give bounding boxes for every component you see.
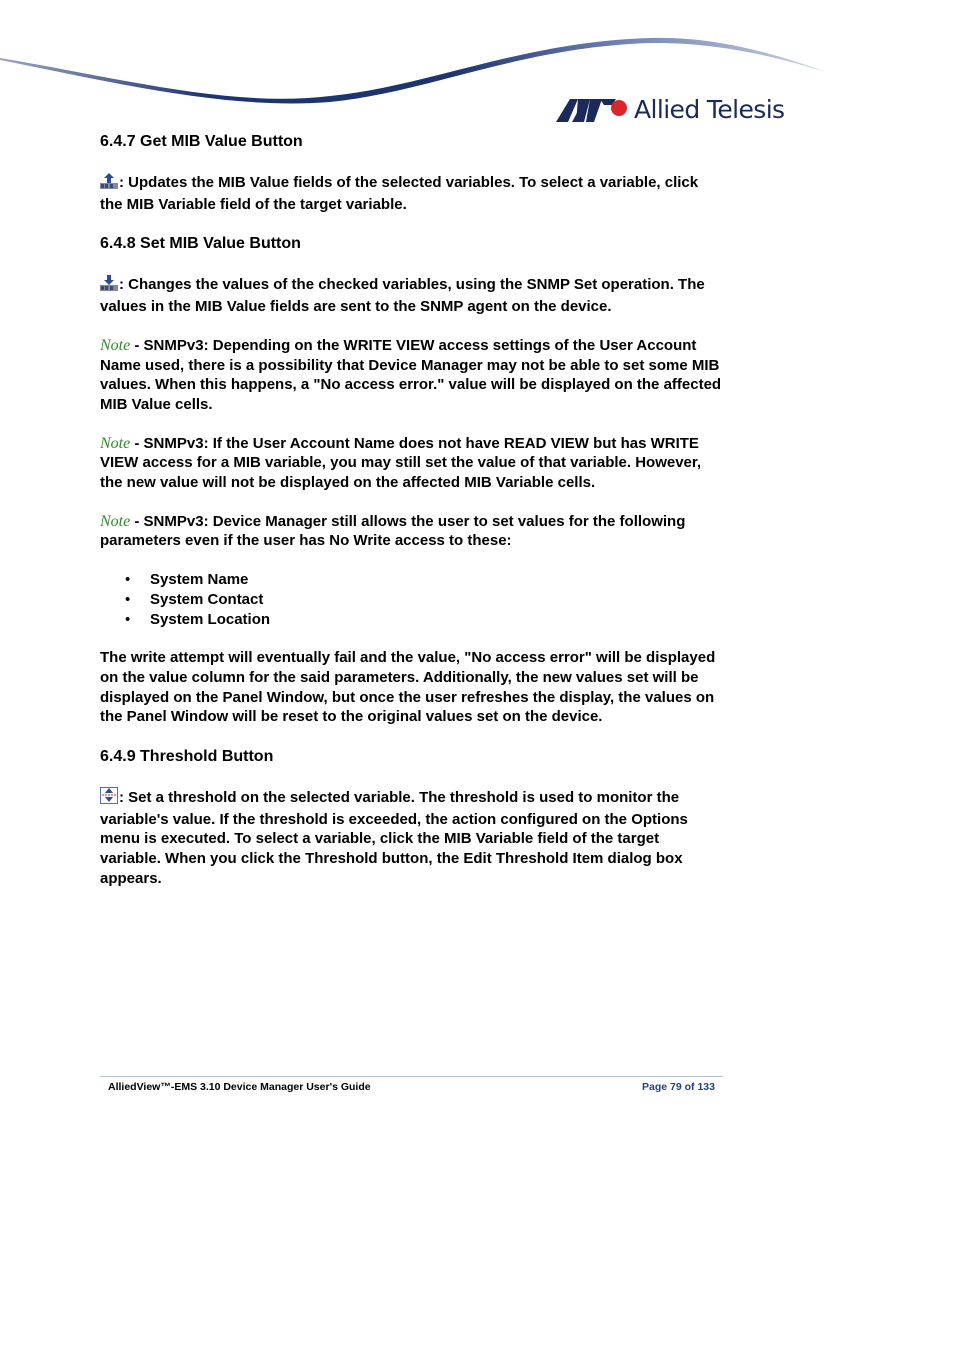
- note-label: Note: [100, 512, 131, 530]
- heading-set-mib: 6.4.8 Set MIB Value Button: [100, 235, 301, 253]
- parameter-list: [100, 570, 722, 629]
- threshold-icon: [100, 787, 118, 810]
- list-item: • System Name: [150, 570, 722, 590]
- logo-mark-icon: [556, 95, 628, 123]
- note-text: - SNMPv3: If the User Account Name does not have READ VIEW but has WRITE VIEW access for a MIB variable, you may still set the value of that variable. However, the new value will not be displayed on the affected MIB Variable cells.: [100, 434, 702, 492]
- page-content: [100, 130, 722, 889]
- list-item: • System Contact: [150, 590, 722, 610]
- footer-guide-title: AlliedView™-EMS 3.10 Device Manager User's Guide: [108, 1081, 371, 1093]
- heading-threshold: 6.4.9 Threshold Button: [100, 748, 274, 766]
- note-read-view: [100, 434, 722, 493]
- set-mib-text: : Changes the values of the checked variables, using the SNMP Set operation. The values in the MIB Value fields are sent to the SNMP agent on the device.: [100, 276, 705, 316]
- heading-get-mib: 6.4.7 Get MIB Value Button: [100, 133, 303, 150]
- get-mib-text: : Updates the MIB Value fields of the selected variables. To select a variable, click the MIB Variable field of the target variable.: [100, 174, 699, 213]
- get-mib-icon: [100, 173, 118, 195]
- header-swoosh: [0, 0, 954, 130]
- write-attempt-paragraph: The write attempt will eventually fail and the value, "No access error" will be displayed on the value column for the said parameters. Additionally, the new values set will be displayed on the Panel Window, but once the user refreshes the display, the values on the Panel Window will be reset to the original values set on the device.: [100, 649, 716, 726]
- get-mib-description: [100, 173, 722, 214]
- note-label: Note: [100, 336, 131, 354]
- set-mib-icon: [100, 275, 118, 297]
- footer-page-number: Page 79 of 133: [642, 1081, 715, 1093]
- note-write-view: [100, 336, 722, 415]
- threshold-description: [100, 787, 722, 889]
- note-text: - SNMPv3: Device Manager still allows the user to set values for the following parameters even if the user has No Write access to these:: [100, 512, 686, 550]
- note-label: Note: [100, 434, 131, 452]
- note-no-write: [100, 512, 722, 551]
- footer-divider: [100, 1076, 723, 1077]
- note-text: - SNMPv3: Depending on the WRITE VIEW access settings of the User Account Name used, there is a possibility that Device Manager may not be able to set some MIB values. When this happens, a "No access error." value will be displayed on the affected MIB Value cells.: [100, 336, 722, 413]
- set-mib-description: [100, 275, 722, 316]
- logo-text: Allied Telesis: [634, 94, 785, 124]
- allied-telesis-logo: [556, 92, 784, 126]
- list-item: • System Location: [150, 610, 722, 630]
- threshold-text: : Set a threshold on the selected variable. The threshold is used to monitor the variable's value. If the threshold is exceeded, the action configured on the Options menu is executed. To select a variable, click the MIB Variable field of the target variable. When you click the Threshold button, the Edit Threshold Item dialog box appears.: [100, 789, 688, 887]
